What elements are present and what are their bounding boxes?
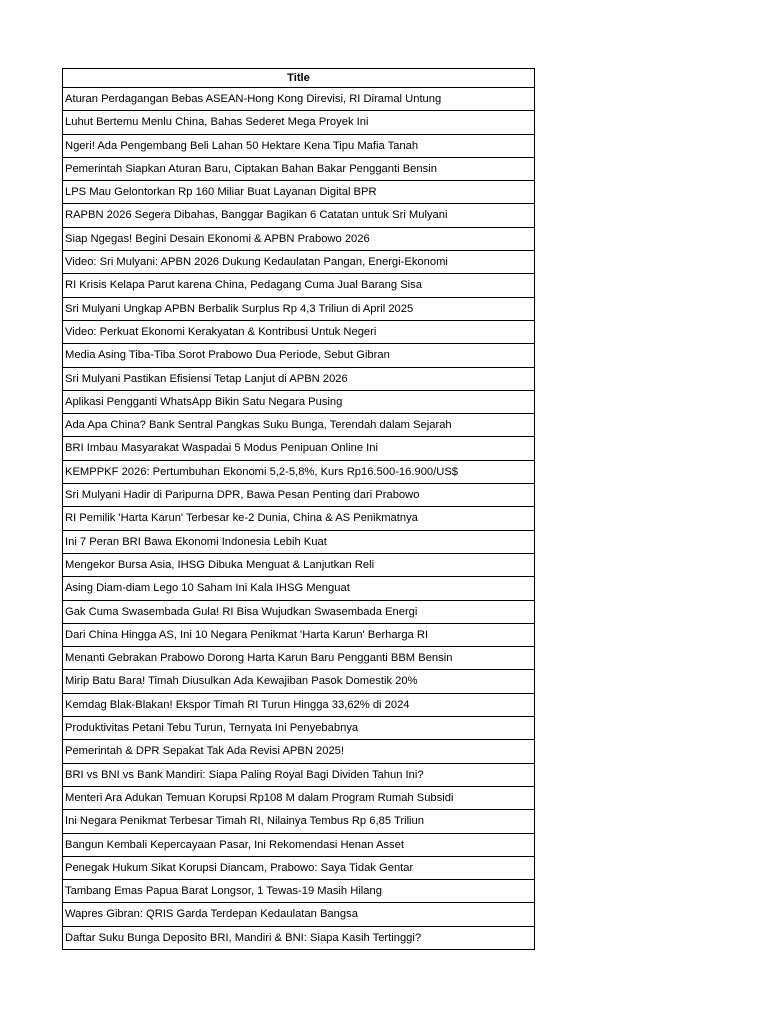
- table-row: [63, 484, 535, 507]
- table-row: [63, 903, 535, 926]
- title-cell[interactable]: RI Krisis Kelapa Parut karena China, Pedagang Cuma Jual Barang Sisa: [63, 274, 535, 297]
- table-row: [63, 647, 535, 670]
- title-cell[interactable]: Sri Mulyani Ungkap APBN Berbalik Surplus Rp 4,3 Triliun di April 2025: [63, 297, 535, 320]
- column-header-title[interactable]: Title: [63, 69, 535, 88]
- table-header: [63, 69, 535, 88]
- title-cell[interactable]: Kemdag Blak-Blakan! Ekspor Timah RI Turun Hingga 33,62% di 2024: [63, 693, 535, 716]
- title-cell[interactable]: Mengekor Bursa Asia, IHSG Dibuka Menguat & Lanjutkan Reli: [63, 553, 535, 576]
- title-cell[interactable]: Gak Cuma Swasembada Gula! RI Bisa Wujudkan Swasembada Energi: [63, 600, 535, 623]
- title-cell[interactable]: Menteri Ara Adukan Temuan Korupsi Rp108 M dalam Program Rumah Subsidi: [63, 786, 535, 809]
- title-cell[interactable]: Wapres Gibran: QRIS Garda Terdepan Kedaulatan Bangsa: [63, 903, 535, 926]
- table-row: [63, 111, 535, 134]
- table-row: [63, 437, 535, 460]
- title-cell[interactable]: Ngeri! Ada Pengembang Beli Lahan 50 Hektare Kena Tipu Mafia Tanah: [63, 134, 535, 157]
- title-cell[interactable]: Ini 7 Peran BRI Bawa Ekonomi Indonesia Lebih Kuat: [63, 530, 535, 553]
- table-row: [63, 717, 535, 740]
- title-cell[interactable]: Ada Apa China? Bank Sentral Pangkas Suku Bunga, Terendah dalam Sejarah: [63, 414, 535, 437]
- title-cell[interactable]: RAPBN 2026 Segera Dibahas, Banggar Bagikan 6 Catatan untuk Sri Mulyani: [63, 204, 535, 227]
- title-cell[interactable]: Mirip Batu Bara! Timah Diusulkan Ada Kewajiban Pasok Domestik 20%: [63, 670, 535, 693]
- title-cell[interactable]: Siap Ngegas! Begini Desain Ekonomi & APBN Prabowo 2026: [63, 227, 535, 250]
- table-row: [63, 833, 535, 856]
- title-cell[interactable]: Ini Negara Penikmat Terbesar Timah RI, Nilainya Tembus Rp 6,85 Triliun: [63, 810, 535, 833]
- table-row: [63, 367, 535, 390]
- table-row: [63, 623, 535, 646]
- title-cell[interactable]: Penegak Hukum Sikat Korupsi Diancam, Prabowo: Saya Tidak Gentar: [63, 856, 535, 879]
- table-row: [63, 693, 535, 716]
- table-row: [63, 320, 535, 343]
- table-row: [63, 926, 535, 949]
- table-row: [63, 600, 535, 623]
- title-cell[interactable]: Bangun Kembali Kepercayaan Pasar, Ini Rekomendasi Henan Asset: [63, 833, 535, 856]
- table-row: [63, 157, 535, 180]
- title-cell[interactable]: Luhut Bertemu Menlu China, Bahas Sederet Mega Proyek Ini: [63, 111, 535, 134]
- table-row: [63, 134, 535, 157]
- table-row: [63, 344, 535, 367]
- table-row: [63, 670, 535, 693]
- title-cell[interactable]: Tambang Emas Papua Barat Longsor, 1 Tewas-19 Masih Hilang: [63, 880, 535, 903]
- title-cell[interactable]: BRI Imbau Masyarakat Waspadai 5 Modus Penipuan Online Ini: [63, 437, 535, 460]
- title-cell[interactable]: Pemerintah & DPR Sepakat Tak Ada Revisi APBN 2025!: [63, 740, 535, 763]
- table-row: [63, 227, 535, 250]
- title-cell[interactable]: Produktivitas Petani Tebu Turun, Ternyata Ini Penyebabnya: [63, 717, 535, 740]
- title-cell[interactable]: Video: Sri Mulyani: APBN 2026 Dukung Kedaulatan Pangan, Energi-Ekonomi: [63, 251, 535, 274]
- table-row: [63, 553, 535, 576]
- table-row: [63, 274, 535, 297]
- header-row: [63, 69, 535, 88]
- table-row: [63, 390, 535, 413]
- table-row: [63, 880, 535, 903]
- title-cell[interactable]: BRI vs BNI vs Bank Mandiri: Siapa Paling Royal Bagi Dividen Tahun Ini?: [63, 763, 535, 786]
- table-row: [63, 460, 535, 483]
- table-row: [63, 414, 535, 437]
- title-cell[interactable]: RI Pemilik 'Harta Karun' Terbesar ke-2 Dunia, China & AS Penikmatnya: [63, 507, 535, 530]
- table-row: [63, 786, 535, 809]
- table-row: [63, 88, 535, 111]
- table-row: [63, 763, 535, 786]
- title-cell[interactable]: Media Asing Tiba-Tiba Sorot Prabowo Dua Periode, Sebut Gibran: [63, 344, 535, 367]
- table-row: [63, 530, 535, 553]
- title-cell[interactable]: Video: Perkuat Ekonomi Kerakyatan & Kontribusi Untuk Negeri: [63, 320, 535, 343]
- title-cell[interactable]: Dari China Hingga AS, Ini 10 Negara Penikmat 'Harta Karun' Berharga RI: [63, 623, 535, 646]
- titles-table: [62, 68, 535, 950]
- title-cell[interactable]: Asing Diam-diam Lego 10 Saham Ini Kala IHSG Menguat: [63, 577, 535, 600]
- table-row: [63, 181, 535, 204]
- table-row: [63, 856, 535, 879]
- title-cell[interactable]: Aplikasi Pengganti WhatsApp Bikin Satu Negara Pusing: [63, 390, 535, 413]
- table-row: [63, 204, 535, 227]
- table-row: [63, 297, 535, 320]
- title-cell[interactable]: LPS Mau Gelontorkan Rp 160 Miliar Buat Layanan Digital BPR: [63, 181, 535, 204]
- table-row: [63, 507, 535, 530]
- title-cell[interactable]: Menanti Gebrakan Prabowo Dorong Harta Karun Baru Pengganti BBM Bensin: [63, 647, 535, 670]
- title-cell[interactable]: Daftar Suku Bunga Deposito BRI, Mandiri & BNI: Siapa Kasih Tertinggi?: [63, 926, 535, 949]
- title-cell[interactable]: KEMPPKF 2026: Pertumbuhan Ekonomi 5,2-5,8%, Kurs Rp16.500-16.900/US$: [63, 460, 535, 483]
- table-row: [63, 740, 535, 763]
- title-cell[interactable]: Sri Mulyani Pastikan Efisiensi Tetap Lanjut di APBN 2026: [63, 367, 535, 390]
- table-row: [63, 251, 535, 274]
- table-row: [63, 577, 535, 600]
- table-row: [63, 810, 535, 833]
- title-cell[interactable]: Aturan Perdagangan Bebas ASEAN-Hong Kong Direvisi, RI Diramal Untung: [63, 88, 535, 111]
- table-body: [63, 88, 535, 950]
- title-cell[interactable]: Pemerintah Siapkan Aturan Baru, Ciptakan Bahan Bakar Pengganti Bensin: [63, 157, 535, 180]
- title-cell[interactable]: Sri Mulyani Hadir di Paripurna DPR, Bawa Pesan Penting dari Prabowo: [63, 484, 535, 507]
